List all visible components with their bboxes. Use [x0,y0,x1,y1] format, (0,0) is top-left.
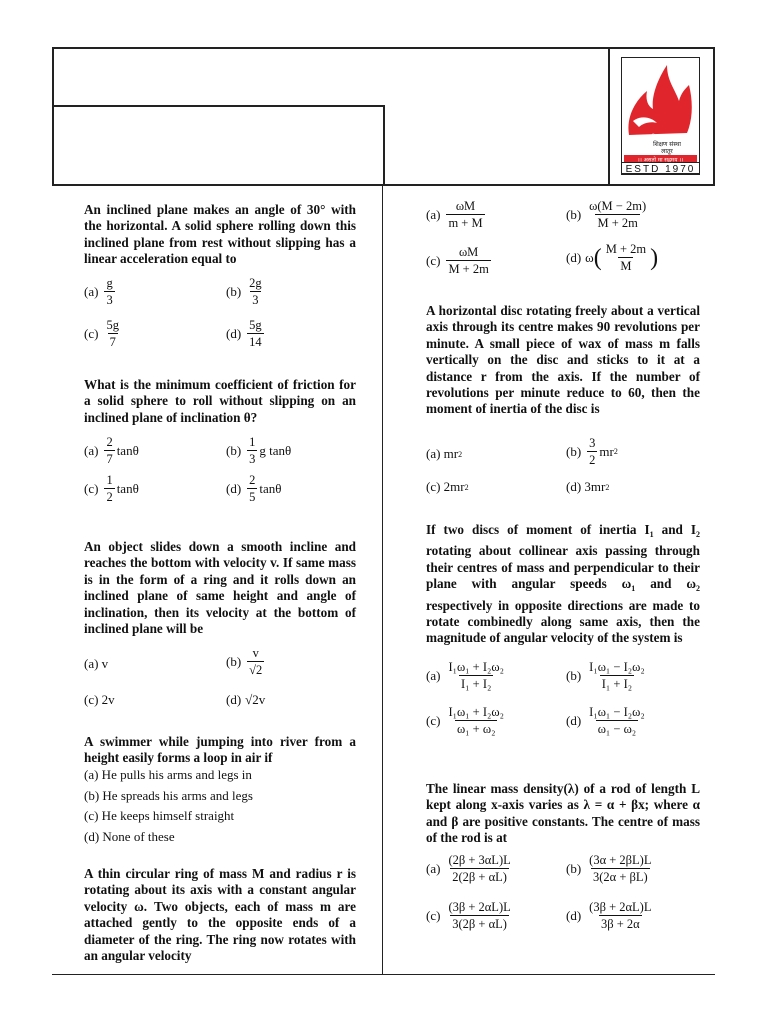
q5-option-b[interactable]: (b) $\frac{\omega(M - 2m)}{M + 2m}$ [566,199,647,230]
q3-option-a[interactable]: (a) v [84,656,109,671]
estd-label: ESTD 1970 [621,162,700,175]
question-4: A swimmer while jumping into river from a height easily forms a loop in air if [84,734,356,766]
question-7: If two discs of moment of inertia $I_1$ and $I_2$ rotating about collinear axis passing through their centres of mass and perpendicular to their plane with angular speeds $\omega_1$ and $\omega_2$ respectively in opposite directions are made to rotate combinedly along same axis, then the magnitude of angular velocity of the system is [426,522,701,646]
q8-option-c[interactable]: (c) $\frac{(3\beta + 2\alpha L)L}{3(2\beta + \alpha L)}$ [426,900,511,931]
header-top-rule [52,47,715,49]
q7-option-d[interactable]: (d) $\frac{\text{I₁ω₁ − I₂ω₂}}{\text{ω₁ − ω₂}}$ [566,705,645,736]
left-paren: ( [593,244,602,271]
q5-option-d[interactable]: (d) ω ( $\frac{M + 2m}{M}$ ) [566,242,659,273]
q5-option-a[interactable]: (a) $\frac{\omega M}{m + M}$ [426,199,483,230]
q1-a-label: (a) [84,283,99,299]
q8-option-d[interactable]: (d) $\frac{(3\beta + 2\alpha L)L}{3\beta + 2\alpha}$ [566,900,652,931]
right-paren: ) [650,244,659,271]
header-mid-rule [52,105,384,107]
question-6: A horizontal disc rotating freely about a vertical axis through its centre makes 90 revolutions per minute. A small piece of wax of mass m falls vertically on the disc and sticks to it at a distance r from the axis. If the number of revolutions per minute reduce to 60, then the moment of inertia of the disc is [426,303,700,417]
q1-c-fraction: $\frac{5g}{7}$ [106,318,119,349]
institute-logo [621,57,700,174]
q2-option-d[interactable]: (d) $\frac{2}{5}$ tanθ [226,473,282,504]
q1-d-label: (d) [226,325,242,341]
question-5: A thin circular ring of mass M and radius r is rotating about its axis with a constant angular velocity ω. Two objects, each of mass m are attached gently to the opposite ends of a diameter of the ring. The ring now rotates with an angular velocity [84,866,356,964]
question-1: An inclined plane makes an angle of 30° with the horizontal. A solid sphere rolling down this inclined plane from rest without slipping has a linear acceleration equal to [84,202,356,267]
q7-option-b[interactable]: (b) $\frac{\text{I₁ω₁ − I₂ω₂}}{\text{I₁ + I₂}}$ [566,660,645,691]
q1-option-a[interactable] [84,276,117,307]
q1-option-d[interactable] [226,318,266,349]
q6-option-a[interactable]: (a) mr 2 [426,446,463,461]
q8-option-a[interactable]: (a) $\frac{(2\beta + 3\alpha L)L}{2(2\beta + \alpha L)}$ [426,853,511,884]
question-2: What is the minimum coefficient of friction for a solid sphere to roll without slipping on an inclined plane of inclination θ? [84,377,356,425]
column-divider [382,185,383,975]
q4-option-c[interactable]: (c) He keeps himself straight [84,808,235,823]
q1-option-b[interactable] [226,276,266,307]
q8-option-b[interactable]: (b) $\frac{(3\alpha + 2\beta L)L}{3(2\alpha + \beta L)}$ [566,853,652,884]
question-8: The linear mass density(λ) of a rod of length L kept along x-axis varies as λ = α + βx; where α and β are positive constants. The centre of mass of the rod is at [426,781,700,846]
q1-d-fraction: $\frac{5g}{14}$ [249,318,262,349]
q3-option-b[interactable]: (b) $\frac{v}{√2}$ [226,646,263,677]
q1-a-fraction: $\frac{g}{3}$ [106,276,113,307]
q3-option-d[interactable]: (d) √2v [226,692,266,707]
q1-b-fraction: $\frac{2g}{3}$ [249,276,262,307]
q6-option-b[interactable]: (b) $\frac{3}{2}$ mr 2 [566,436,618,467]
q4-option-a[interactable]: (a) He pulls his arms and legs in [84,767,252,782]
q1-option-c[interactable] [84,318,123,349]
q4-option-b[interactable]: (b) He spreads his arms and legs [84,787,253,803]
q1-b-label: (b) [226,283,242,299]
header-left-rule [52,47,54,185]
q5-option-c[interactable]: (c) $\frac{\omega M}{M + 2m}$ [426,245,489,276]
q1-c-label: (c) [84,325,99,341]
q7-option-a[interactable]: (a) $\frac{\text{I₁ω₁ + I₂ω₂}}{\text{I₁ + I₂}}$ [426,660,504,691]
q6-option-c[interactable]: (c) 2mr 2 [426,479,469,494]
logo-text-3: लातूर [661,148,673,155]
q7-option-c[interactable]: (c) $\frac{\text{I₁ω₁ + I₂ω₂}}{\text{ω₁ + ω₂}}$ [426,705,504,736]
q4-option-d[interactable]: (d) None of these [84,828,175,844]
footer-rule [52,974,715,975]
header-divider-1 [383,105,385,185]
q3-option-c[interactable]: (c) 2v [84,692,115,707]
q2-option-c[interactable]: (c) $\frac{1}{2}$ tanθ [84,473,139,504]
question-3: An object slides down a smooth incline and reaches the bottom with velocity v. If same mass is in the form of a ring and it rolls down an inclined plane of same height and angle of inclination, then its velocity at the bottom of inclined plane will be [84,539,356,637]
q6-option-d[interactable]: (d) 3mr 2 [566,479,610,494]
q2-option-a[interactable]: (a) $\frac{2}{7}$ tanθ [84,435,139,466]
logo-motto: ।। असतो मा सद्गमय ।। [637,157,684,164]
q2-option-b[interactable]: (b) $\frac{1}{3}$ g tanθ [226,435,292,466]
header-divider-2 [608,47,610,185]
header-right-rule [713,47,715,185]
logo-text-1: विद्या प्रसारिणी [651,134,683,141]
logo-text-2: शिक्षण संस्था [653,141,681,148]
q4-options [84,765,253,847]
